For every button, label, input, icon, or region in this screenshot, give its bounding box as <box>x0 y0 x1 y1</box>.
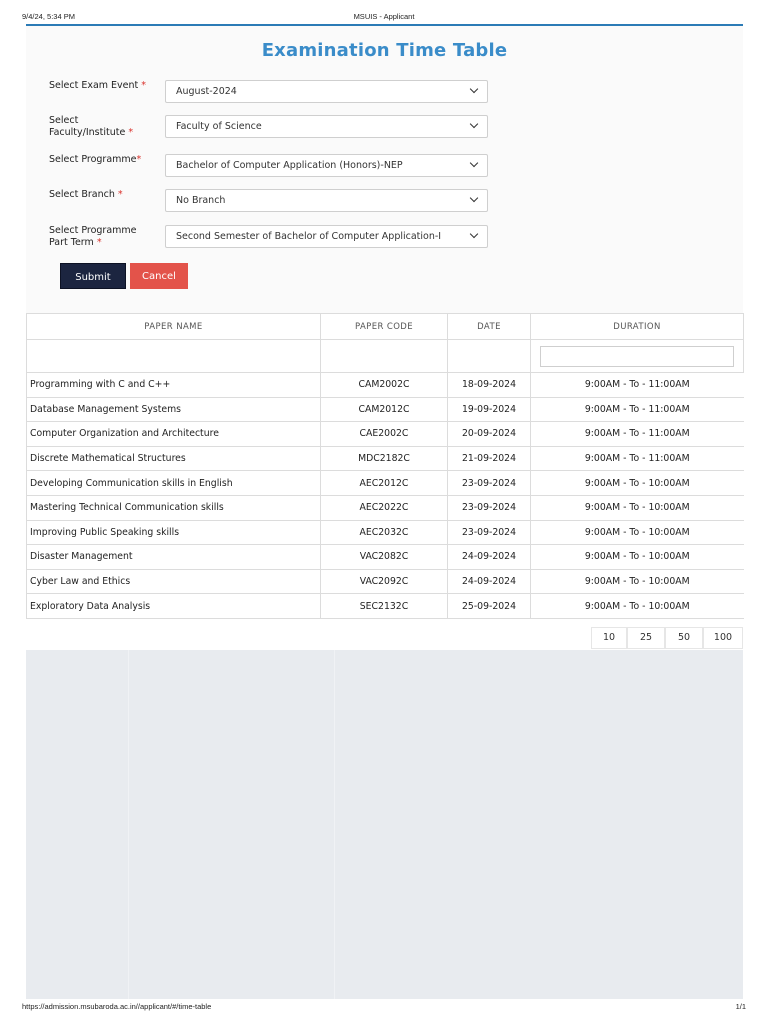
filter-cell <box>448 340 531 373</box>
table-row <box>27 446 744 471</box>
filter-row <box>27 340 744 373</box>
date-cell: 23-09-2024 <box>448 495 531 520</box>
time-table <box>26 313 743 619</box>
paper-name-cell: Mastering Technical Communication skills <box>27 495 321 520</box>
print-datetime: 9/4/24, 5:34 PM <box>22 12 75 21</box>
date-cell: 24-09-2024 <box>448 569 531 594</box>
empty-content-area <box>26 650 743 999</box>
duration-cell: 9:00AM - To - 10:00AM <box>531 520 744 545</box>
duration-cell: 9:00AM - To - 11:00AM <box>531 422 744 447</box>
faculty-select[interactable]: Faculty of Science <box>165 115 488 138</box>
date-cell: 18-09-2024 <box>448 373 531 398</box>
duration-filter-input[interactable] <box>540 346 734 367</box>
date-cell: 19-09-2024 <box>448 397 531 422</box>
paper-name-cell: Programming with C and C++ <box>27 373 321 398</box>
page-size-option-25[interactable]: 25 <box>627 627 665 649</box>
date-cell: 23-09-2024 <box>448 471 531 496</box>
paper-name-cell: Improving Public Speaking skills <box>27 520 321 545</box>
paper-code-cell: AEC2022C <box>321 495 448 520</box>
table-header-row <box>27 314 744 340</box>
duration-cell: 9:00AM - To - 10:00AM <box>531 545 744 570</box>
divider <box>128 650 129 999</box>
exam-event-select[interactable]: August-2024 <box>165 80 488 103</box>
faculty-label: Select Faculty/Institute * <box>49 115 134 138</box>
paper-code-cell: CAM2002C <box>321 373 448 398</box>
column-header-duration[interactable]: DURATION <box>531 314 744 340</box>
paper-code-cell: VAC2082C <box>321 545 448 570</box>
date-cell: 23-09-2024 <box>448 520 531 545</box>
part-term-select[interactable]: Second Semester of Bachelor of Computer Application-I <box>165 225 488 248</box>
paper-name-cell: Database Management Systems <box>27 397 321 422</box>
chevron-down-icon <box>470 120 478 128</box>
date-cell: 20-09-2024 <box>448 422 531 447</box>
divider <box>334 650 335 999</box>
page-size-option-50[interactable]: 50 <box>665 627 703 649</box>
paper-name-cell: Developing Communication skills in English <box>27 471 321 496</box>
table-row <box>27 471 744 496</box>
page-size-option-100[interactable]: 100 <box>703 627 743 649</box>
filter-cell <box>321 340 448 373</box>
duration-cell: 9:00AM - To - 10:00AM <box>531 569 744 594</box>
duration-cell: 9:00AM - To - 11:00AM <box>531 446 744 471</box>
duration-cell: 9:00AM - To - 11:00AM <box>531 373 744 398</box>
table-row <box>27 397 744 422</box>
branch-label: Select Branch * <box>49 189 123 200</box>
print-url: https://admission.msubaroda.ac.in//applicant/#/time-table <box>22 1002 212 1011</box>
chevron-down-icon <box>470 230 478 238</box>
page-title: Examination Time Table <box>261 40 508 61</box>
table-row <box>27 594 744 619</box>
paper-code-cell: AEC2032C <box>321 520 448 545</box>
filter-form <box>26 26 743 336</box>
column-header-paper-code[interactable]: PAPER CODE <box>321 314 448 340</box>
paper-code-cell: VAC2092C <box>321 569 448 594</box>
chevron-down-icon <box>470 85 478 93</box>
paper-code-cell: CAM2012C <box>321 397 448 422</box>
cancel-button[interactable]: Cancel <box>130 263 188 289</box>
print-footer <box>22 1000 746 1014</box>
column-header-date[interactable]: DATE <box>448 314 531 340</box>
submit-button[interactable]: Submit <box>60 263 126 289</box>
paper-name-cell: Exploratory Data Analysis <box>27 594 321 619</box>
date-cell: 24-09-2024 <box>448 545 531 570</box>
page-size-selector <box>591 627 743 649</box>
paper-code-cell: MDC2182C <box>321 446 448 471</box>
paper-name-cell: Disaster Management <box>27 545 321 570</box>
programme-label: Select Programme* <box>49 154 142 165</box>
duration-cell: 9:00AM - To - 10:00AM <box>531 495 744 520</box>
duration-cell: 9:00AM - To - 11:00AM <box>531 397 744 422</box>
part-term-label: Select Programme Part Term * <box>49 225 137 248</box>
programme-select[interactable]: Bachelor of Computer Application (Honors)-NEP <box>165 154 488 177</box>
print-page-title: MSUIS - Applicant <box>353 12 415 21</box>
page-size-option-10[interactable]: 10 <box>591 627 627 649</box>
branch-select[interactable]: No Branch <box>165 189 488 212</box>
paper-name-cell: Discrete Mathematical Structures <box>27 446 321 471</box>
table-row <box>27 373 744 398</box>
paper-code-cell: AEC2012C <box>321 471 448 496</box>
paper-code-cell: CAE2002C <box>321 422 448 447</box>
paper-code-cell: SEC2132C <box>321 594 448 619</box>
paper-name-cell: Computer Organization and Architecture <box>27 422 321 447</box>
print-page-number: 1/1 <box>735 1002 746 1011</box>
exam-event-label: Select Exam Event * <box>49 80 147 91</box>
filter-cell <box>27 340 321 373</box>
table-row <box>27 545 744 570</box>
date-cell: 25-09-2024 <box>448 594 531 619</box>
column-header-paper-name[interactable]: PAPER NAME <box>27 314 321 340</box>
date-cell: 21-09-2024 <box>448 446 531 471</box>
table-row <box>27 520 744 545</box>
chevron-down-icon <box>470 159 478 167</box>
duration-cell: 9:00AM - To - 10:00AM <box>531 471 744 496</box>
duration-cell: 9:00AM - To - 10:00AM <box>531 594 744 619</box>
paper-name-cell: Cyber Law and Ethics <box>27 569 321 594</box>
print-header <box>22 9 746 23</box>
table-row <box>27 495 744 520</box>
filter-cell <box>531 340 744 373</box>
app-page <box>26 24 743 999</box>
table-row <box>27 422 744 447</box>
chevron-down-icon <box>470 194 478 202</box>
table-row <box>27 569 744 594</box>
